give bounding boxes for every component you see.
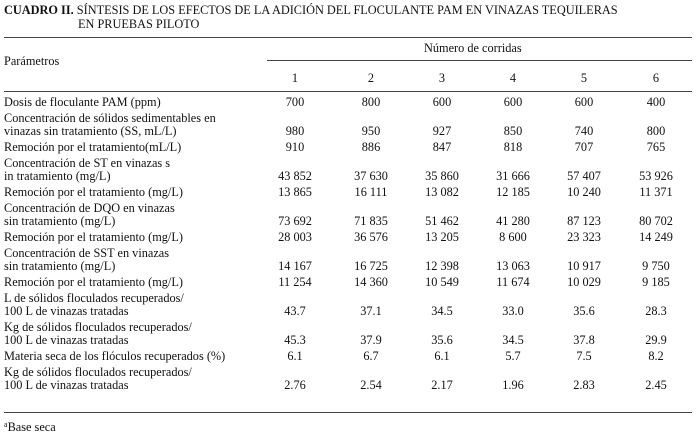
row-value: 10 029: [567, 275, 601, 289]
caption-title: SÍNTESIS DE LOS EFECTOS DE LA ADICIÓN DEL FLOCULANTE PAM EN VINAZAS TEQUILERAS: [73, 3, 618, 17]
row-value: 37.1: [360, 304, 382, 318]
row-value: 73 692: [278, 214, 312, 228]
row-value: 927: [432, 124, 452, 138]
row-label: in tratamiento (mg/L): [4, 169, 111, 183]
row-label: Remoción por el tratamiento (mg/L): [4, 230, 183, 244]
row-value: 740: [574, 124, 594, 138]
row-label: Concentración de DQO en vinazas: [4, 201, 175, 215]
row-value: 37.8: [573, 333, 595, 347]
row-value: 847: [432, 140, 452, 154]
row-label: 100 L de vinazas tratadas: [4, 378, 129, 392]
row-value: 7.5: [576, 349, 592, 363]
runs-group-rule: [267, 60, 692, 61]
row-value: 6.1: [287, 349, 303, 363]
row-value: 29.9: [645, 333, 667, 347]
row-value: 6.1: [434, 349, 450, 363]
row-value: 13 865: [278, 185, 312, 199]
row-value: 28.3: [645, 304, 667, 318]
table-caption: [4, 3, 692, 31]
footnote-marker: a: [4, 420, 8, 429]
row-value: 1.96: [502, 378, 524, 392]
row-value: 45.3: [284, 333, 306, 347]
row-label: sin tratamiento (mg/L): [4, 214, 116, 228]
row-value: 14 360: [354, 275, 388, 289]
row-value: 11 254: [278, 275, 312, 289]
row-value: 886: [361, 140, 381, 154]
row-value: 10 917: [567, 259, 601, 273]
row-value: 14 249: [639, 230, 673, 244]
row-value: 35.6: [431, 333, 453, 347]
row-label: Remoción por el tratamiento (mg/L): [4, 275, 183, 289]
row-label: Concentración de ST en vinazas s: [4, 156, 171, 170]
row-value: 11 371: [639, 185, 673, 199]
row-label: Concentración de sólidos sedimentables en: [4, 111, 216, 125]
row-value: 5.7: [505, 349, 521, 363]
header-bottom-rule: [4, 91, 692, 92]
row-value: 43.7: [284, 304, 306, 318]
row-value: 13 082: [425, 185, 459, 199]
run-header-4: 4: [509, 71, 517, 85]
row-value: 818: [503, 140, 523, 154]
runs-group-header: Número de corridas: [424, 41, 522, 55]
row-value: 800: [646, 124, 666, 138]
row-value: 16 111: [354, 185, 388, 199]
row-value: 41 280: [496, 214, 530, 228]
row-value: 28 003: [278, 230, 312, 244]
row-value: 12 398: [425, 259, 459, 273]
row-value: 71 835: [354, 214, 388, 228]
row-value: 34.5: [431, 304, 453, 318]
run-header-3: 3: [438, 71, 446, 85]
row-value: 37.9: [360, 333, 382, 347]
row-label: Remoción por el tratamiento(mL/L): [4, 140, 182, 154]
parameters-header: Parámetros: [4, 54, 60, 68]
run-header-2: 2: [367, 71, 375, 85]
row-value: 2.45: [645, 378, 667, 392]
row-value: 700: [285, 95, 305, 109]
row-value: 14 167: [278, 259, 312, 273]
caption-label: CUADRO II.: [4, 3, 74, 17]
row-value: 9 750: [642, 259, 670, 273]
row-value: 600: [574, 95, 594, 109]
row-label: Kg de sólidos floculados recuperados/: [4, 365, 192, 379]
row-value: 43 852: [278, 169, 312, 183]
row-value: 33.0: [502, 304, 524, 318]
row-value: 2.83: [573, 378, 595, 392]
run-header-1: 1: [291, 71, 299, 85]
bottom-rule: [4, 412, 692, 413]
row-value: 36 576: [354, 230, 388, 244]
row-value: 10 240: [567, 185, 601, 199]
row-value: 400: [646, 95, 666, 109]
row-value: 16 725: [354, 259, 388, 273]
top-rule: [4, 37, 692, 38]
row-label: Kg de sólidos floculados recuperados/: [4, 320, 192, 334]
row-value: 2.17: [431, 378, 453, 392]
row-label: Materia seca de los flóculos recuperados (%): [4, 349, 226, 363]
row-value: 800: [361, 95, 381, 109]
row-value: 600: [503, 95, 523, 109]
row-value: 13 205: [425, 230, 459, 244]
row-value: 35 860: [425, 169, 459, 183]
row-value: 707: [574, 140, 594, 154]
row-value: 53 926: [639, 169, 673, 183]
row-value: 35.6: [573, 304, 595, 318]
row-value: 80 702: [639, 214, 673, 228]
row-value: 765: [646, 140, 666, 154]
row-value: 23 323: [567, 230, 601, 244]
row-label: Concentración de SST en vinazas: [4, 246, 170, 260]
row-value: 51 462: [425, 214, 459, 228]
row-value: 910: [285, 140, 305, 154]
row-label: 100 L de vinazas tratadas: [4, 333, 129, 347]
row-label: Dosis de floculante PAM (ppm): [4, 95, 161, 109]
row-value: 950: [361, 124, 381, 138]
run-header-5: 5: [580, 71, 588, 85]
row-value: 87 123: [567, 214, 601, 228]
footnote-text: Base seca: [7, 420, 56, 434]
caption-title-continued: EN PRUEBAS PILOTO: [78, 17, 200, 31]
row-value: 57 407: [567, 169, 601, 183]
row-label: Remoción por el tratamiento (mg/L): [4, 185, 183, 199]
row-label: L de sólidos floculados recuperados/: [4, 291, 184, 305]
row-value: 13 063: [496, 259, 530, 273]
row-value: 12 185: [496, 185, 530, 199]
row-value: 600: [432, 95, 452, 109]
row-value: 8.2: [648, 349, 664, 363]
row-label: 100 L de vinazas tratadas: [4, 304, 129, 318]
row-value: 31 666: [496, 169, 530, 183]
row-label: vinazas sin tratamiento (SS, mL/L): [4, 124, 177, 138]
row-value: 11 674: [496, 275, 530, 289]
row-value: 10 549: [425, 275, 459, 289]
row-value: 6.7: [363, 349, 379, 363]
run-header-6: 6: [652, 71, 660, 85]
row-value: 2.54: [360, 378, 382, 392]
row-value: 2.76: [284, 378, 306, 392]
row-value: 8 600: [499, 230, 527, 244]
row-value: 34.5: [502, 333, 524, 347]
row-label: sin tratamiento (mg/L): [4, 259, 116, 273]
row-value: 850: [503, 124, 523, 138]
footnote: [4, 421, 56, 434]
row-value: 37 630: [354, 169, 388, 183]
row-value: 980: [285, 124, 305, 138]
row-value: 9 185: [642, 275, 670, 289]
